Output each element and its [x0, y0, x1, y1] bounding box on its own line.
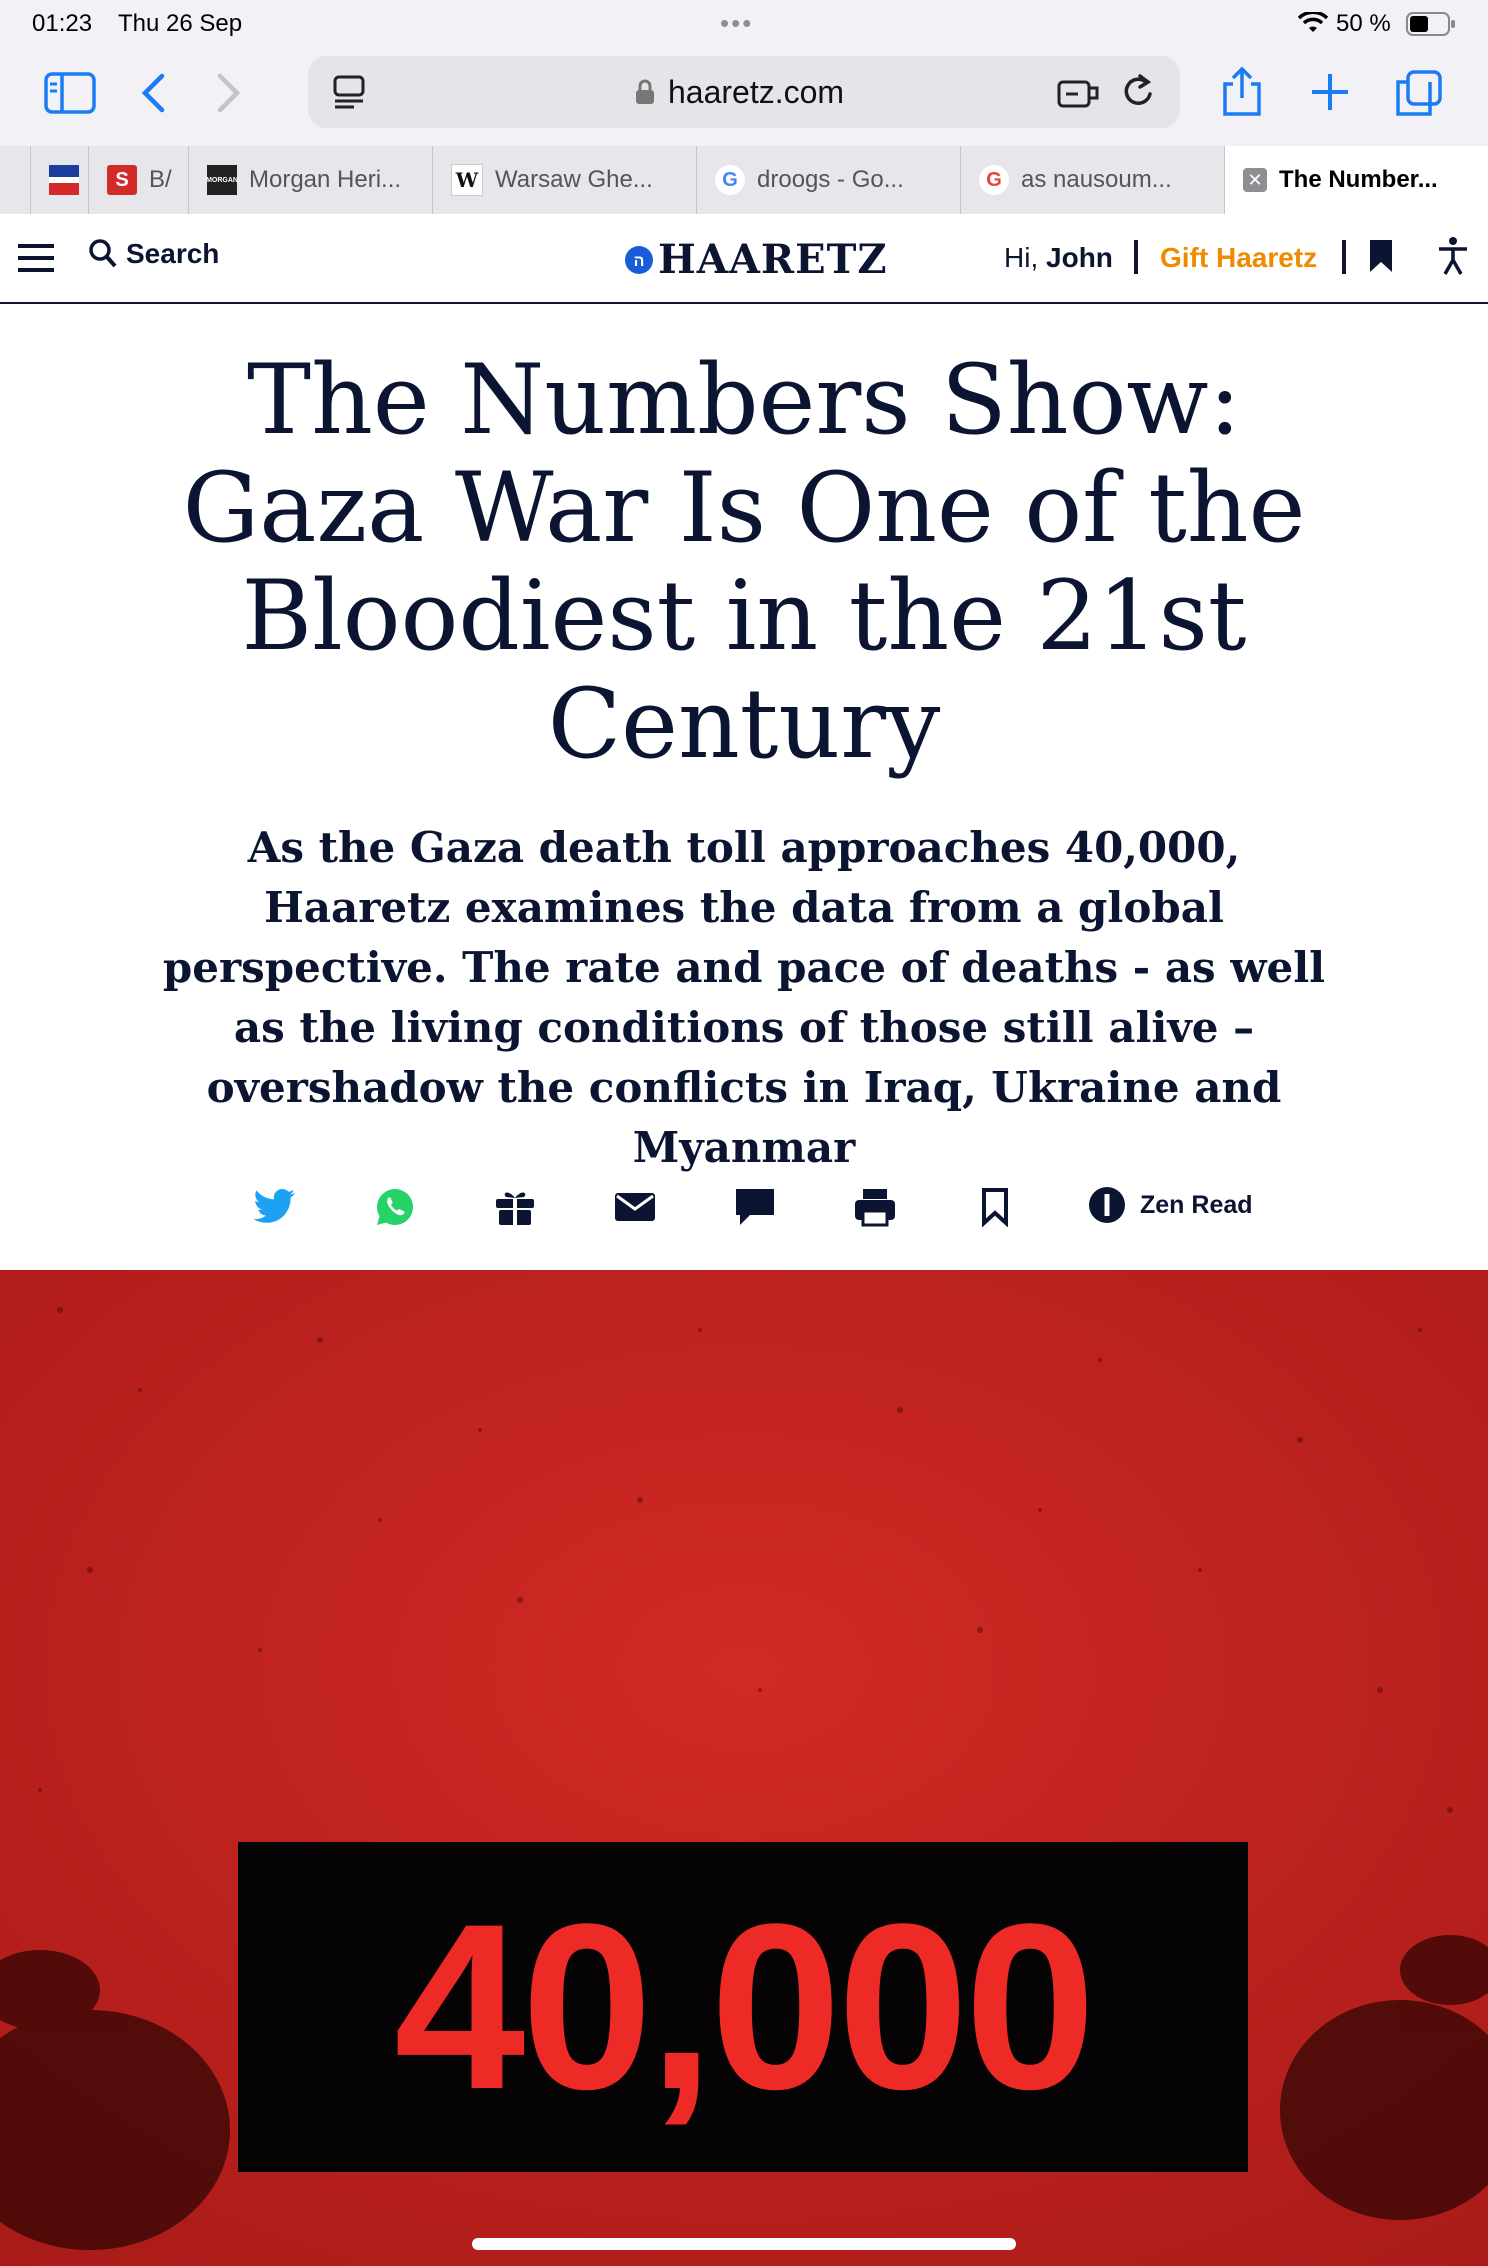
gift-icon [494, 1187, 536, 1227]
death-toll-number: 40,000 [394, 1875, 1092, 2139]
new-tab-icon[interactable] [1308, 70, 1352, 114]
tab-label: B/ [149, 166, 172, 193]
logo-text: HAARETZ [658, 236, 888, 283]
zen-read-label: Zen Read [1140, 1190, 1253, 1219]
tab-item[interactable] [88, 146, 188, 214]
page-menu-icon[interactable] [332, 74, 366, 110]
print-icon [854, 1187, 896, 1227]
gift-haaretz-link[interactable]: Gift Haaretz [1160, 242, 1318, 273]
zen-read-icon [1088, 1186, 1126, 1224]
zen-read-button[interactable] [1088, 1186, 1253, 1224]
twitter-icon [253, 1188, 297, 1226]
tab-item-active[interactable] [1224, 146, 1488, 214]
battery-icon [1406, 12, 1456, 36]
tab-overflow[interactable] [0, 146, 30, 214]
tab-label: The Number... [1279, 166, 1438, 193]
wifi-icon [1298, 12, 1328, 34]
multitasking-dots-icon[interactable]: ••• [720, 8, 754, 38]
home-indicator[interactable] [472, 2238, 1016, 2250]
tab-overview-icon[interactable] [1394, 68, 1444, 118]
twitter-share-button[interactable] [250, 1182, 300, 1232]
reload-icon[interactable] [1120, 72, 1158, 112]
tab-label: as nausoum... [1021, 166, 1172, 193]
article-headline: The Numbers Show: Gaza War Is One of the Bloodiest in the 21st Century [182, 344, 1306, 780]
comment-icon [734, 1187, 776, 1227]
tab-strip [0, 146, 1488, 215]
tab-label: Warsaw Ghe... [495, 166, 653, 193]
menu-icon[interactable] [16, 242, 56, 274]
status-bar [0, 0, 1488, 46]
gift-article-button[interactable] [490, 1182, 540, 1232]
accessibility-icon[interactable] [1436, 236, 1470, 276]
forward-icon[interactable] [216, 72, 242, 114]
tab-item[interactable] [696, 146, 960, 214]
close-icon[interactable]: ✕ [1243, 168, 1267, 192]
lock-icon [634, 78, 656, 106]
sidebar-toggle-icon[interactable] [44, 72, 96, 114]
email-share-button[interactable] [610, 1182, 660, 1232]
user-name: John [1046, 242, 1113, 273]
greeting-prefix: Hi, [1004, 242, 1039, 273]
comments-button[interactable] [730, 1182, 780, 1232]
whatsapp-share-button[interactable] [370, 1182, 420, 1232]
divider [1342, 240, 1346, 274]
status-time: 01:23 [32, 10, 93, 37]
tab-item[interactable] [432, 146, 696, 214]
search-icon [88, 238, 118, 270]
address-bar[interactable] [308, 56, 1180, 128]
google-icon: G [979, 165, 1009, 195]
tab-item[interactable] [30, 146, 88, 214]
browser-toolbar [0, 46, 1488, 146]
tab-label: Morgan Heri... [249, 166, 402, 193]
red-logo-icon: S [107, 165, 137, 195]
haaretz-logo-icon [624, 245, 654, 275]
save-article-button[interactable] [970, 1182, 1020, 1232]
back-icon[interactable] [140, 72, 166, 114]
print-button[interactable] [850, 1182, 900, 1232]
bookmark-icon[interactable] [1368, 238, 1394, 274]
site-logo[interactable] [624, 236, 888, 283]
share-icon[interactable] [1220, 66, 1264, 118]
bookmark-icon [980, 1187, 1010, 1227]
morgan-icon: MORGAN [207, 165, 237, 195]
hero-image [0, 1270, 1488, 2266]
status-date: Thu 26 Sep [118, 10, 243, 37]
tab-label: droogs - Go... [757, 166, 904, 193]
flag-icon [49, 165, 79, 195]
greeting[interactable] [1004, 242, 1113, 274]
search-label: Search [126, 238, 220, 269]
extension-icon[interactable] [1056, 74, 1100, 110]
site-header [0, 214, 1488, 304]
article-subheadline: As the Gaza death toll approaches 40,000, Haaretz examines the data from a global perspective. The rate and pace of deaths - as well as the living conditions of those still alive – overshadow the conflicts in Iraq, Ukraine and Myanmar [162, 823, 1326, 1172]
tab-item[interactable] [960, 146, 1224, 214]
battery-percent: 50 % [1336, 10, 1391, 37]
svg-text:ה: ה [633, 252, 645, 270]
wikipedia-icon: W [451, 164, 483, 196]
divider [1134, 240, 1138, 274]
whatsapp-icon [374, 1186, 416, 1228]
search-button[interactable] [88, 238, 219, 270]
url-text[interactable]: haaretz.com [668, 74, 845, 110]
mail-icon [614, 1191, 656, 1223]
tab-item[interactable] [188, 146, 432, 214]
google-icon: G [715, 165, 745, 195]
